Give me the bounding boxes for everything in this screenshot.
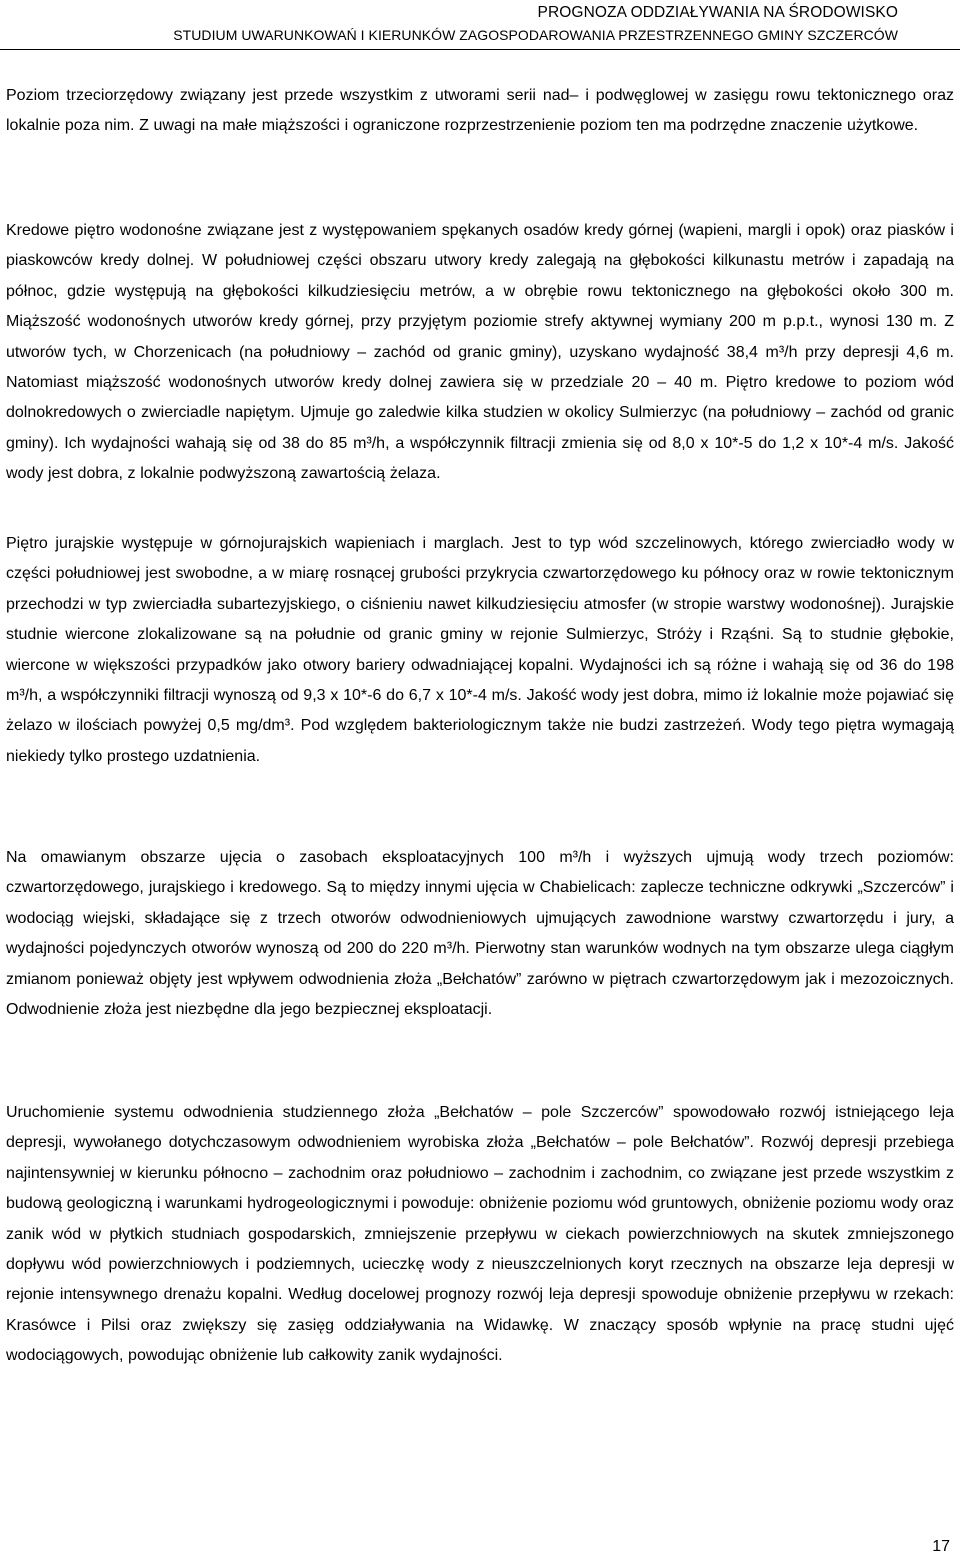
- page-header: [173, 2, 898, 46]
- paragraph-drainage-system: Uruchomienie systemu odwodnienia studziennego złoża „Bełchatów – pole Szczerców” spowodowało rozwój istniejącego leja depresji, wywołanego dotychczasowym odwodnieniem wyrobiska złoża „Bełchatów – pole Bełchatów”. Rozwój depresji przebiega najintensywniej w kierunku północno – zachodnim oraz południowo – zachodnim i zachodnim, co związane jest przede wszystkim z budową geologiczną i warunkami hydrogeologicznymi i powoduje: obniżenie poziomu wód gruntowych, obniżenie poziomu wody oraz zanik wód w płytkich studniach gospodarskich, zmniejszenie przepływu w ciekach powierzchniowych na skutek zmniejszonego dopływu wód powierzchniowych i podziemnych, ucieczkę wody z nieuszczelnionych koryt rzecznych na obszarze leja depresji w rejonie intensywnego drenażu kopalni. Według docelowej prognozy rozwój leja depresji spowoduje obniżenie przepływu w rzekach: Krasówce i Pilsi oraz zwiększy się zasięg oddziaływania na Widawkę. W znaczący sposób wpłynie na pracę studni ujęć wodociągowych, powodując obniżenie lub całkowity zanik wydajności.: [6, 1104, 954, 1365]
- paragraph-water-intakes: Na omawianym obszarze ujęcia o zasobach eksploatacyjnych 100 m³/h i wyższych ujmują wody trzech poziomów: czwartorzędowego, jurajskiego i kredowego. Są to między innymi ujęcia w Chabielicach: zaplecze techniczne odkrywki „Szczerców” i wodociąg wiejski, składające się z trzech otworów odwodnieniowych ujmujących zawodnione warstwy czwartorzędu i jury, a wydajności pojedynczych otworów wynoszą od 200 do 220 m³/h. Pierwotny stan warunków wodnych na tym obszarze ulega ciągłym zmianom ponieważ objęty jest wpływem odwodnienia złoża „Bełchatów” zarówno w piętrach czwartorzędowym jak i mezozoicznych. Odwodnienie złoża jest niezbędne dla jego bezpiecznej eksploatacji.: [6, 849, 954, 1019]
- paragraph-cretaceous-aquifer: Kredowe piętro wodonośne związane jest z występowaniem spękanych osadów kredy górnej (wapieni, margli i opok) oraz piasków i piaskowców kredy dolnej. W południowej części obszaru utwory kredy zalegają na głębokości kilkunastu metrów i zapadają na północ, gdzie występują na głębokości kilkudziesięciu metrów, a w obrębie rowu tektonicznego na głębokości około 300 m. Miąższość wodonośnych utworów kredy górnej, przy przyjętym poziomie strefy aktywnej wymiany 200 m p.p.t., wynosi 130 m. Z utworów tych, w Chorzenicach (na południowy – zachód od granic gminy), uzyskano wydajność 38,4 m³/h przy depresji 4,6 m. Natomiast miąższość wodonośnych utworów kredy dolnej zawiera się w przedziale 20 – 40 m. Piętro kredowe to poziom wód dolnokredowych o zwierciadle napiętym. Ujmuje go zaledwie kilka studzien w okolicy Sulmierzyc (na południowy – zachód od granic gminy). Ich wydajności wahają się od 38 do 85 m³/h, a współczynnik filtracji zmienia się od 8,0 x 10*-5 do 1,2 x 10*-4 m/s. Jakość wody jest dobra, z lokalnie podwyższoną zawartością żelaza.: [6, 222, 954, 483]
- paragraph-jurassic-aquifer: Piętro jurajskie występuje w górnojurajskich wapieniach i marglach. Jest to typ wód szczelinowych, którego zwierciadło wody w części południowej jest swobodne, a w miarę rosnącej grubości przykrycia czwartorzędowego ku północy oraz w rowie tektonicznym przechodzi w typ zwierciadła subartezyjskiego, o ciśnieniu nawet kilkudziesięciu atmosfer (w stropie warstwy wodonośnej). Jurajskie studnie wiercone zlokalizowane są na południe od granic gminy w rejonie Sulmierzyc, Stróży i Rząśni. Są to studnie głębokie, wiercone w większości przypadków jako otwory bariery odwadniającej kopalni. Wydajności ich są różne i wahają się od 36 do 198 m³/h, a współczynniki filtracji wynoszą od 9,3 x 10*-6 do 6,7 x 10*-4 m/s. Jakość wody jest dobra, mimo iż lokalnie może pojawiać się żelazo w ilościach powyżej 0,5 mg/dm³. Pod względem bakteriologicznym także nie budzi zastrzeżeń. Wody tego piętra wymagają niekiedy tylko prostego uzdatnienia.: [6, 535, 954, 765]
- document-title: PROGNOZA ODDZIAŁYWANIA NA ŚRODOWISKO: [537, 4, 898, 21]
- header-divider: [0, 49, 960, 50]
- page-number: 17: [932, 1538, 950, 1555]
- document-subtitle: STUDIUM UWARUNKOWAŃ I KIERUNKÓW ZAGOSPODAROWANIA PRZESTRZENNEGO GMINY SZCZERCÓW: [173, 27, 898, 43]
- paragraph-tertiary-aquifer: Poziom trzeciorzędowy związany jest przede wszystkim z utworami serii nad– i podwęglowej w zasięgu rowu tektonicznego oraz lokalnie poza nim. Z uwagi na małe miąższości i ograniczone rozprzestrzenienie poziom ten ma podrzędne znaczenie użytkowe.: [6, 87, 954, 135]
